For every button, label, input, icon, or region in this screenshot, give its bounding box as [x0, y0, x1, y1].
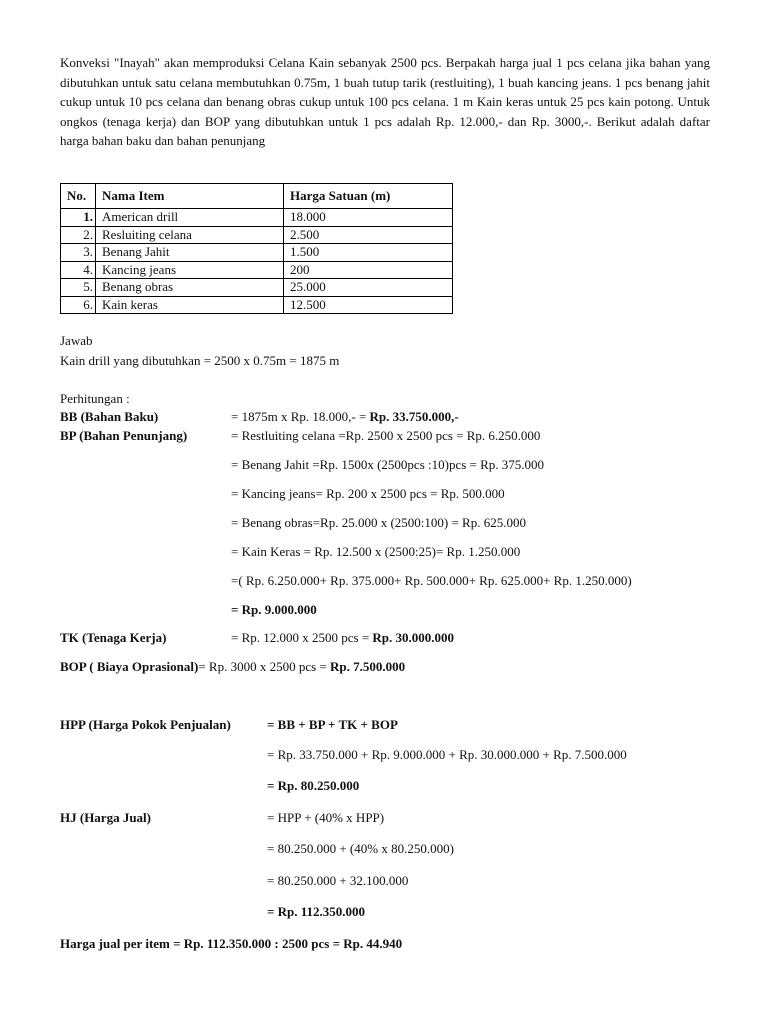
row-no: 5.: [61, 279, 96, 297]
row-price: 25.000: [284, 279, 453, 297]
price-table: [60, 183, 453, 314]
row-no: 3.: [61, 244, 96, 262]
bop-result: Rp. 7.500.000: [330, 659, 406, 674]
bb-expression: = 1875m x Rp. 18.000,- =: [231, 409, 370, 424]
bp-line: [60, 427, 660, 444]
row-no: 4.: [61, 261, 96, 279]
header-no: No.: [61, 184, 96, 209]
fabric-needed: Kain drill yang dibutuhkan = 2500 x 0.75m = 1875 m: [60, 353, 340, 368]
row-price: 18.000: [284, 209, 453, 227]
hj-expression: = 80.250.000 + (40% x 80.250.000): [267, 841, 454, 856]
table-row: [61, 261, 453, 279]
bp-sum-expression: =( Rp. 6.250.000+ Rp. 375.000+ Rp. 500.000+ Rp. 625.000+ Rp. 1.250.000): [231, 573, 632, 588]
row-price: 200: [284, 261, 453, 279]
hj-line: [60, 809, 385, 826]
row-price: 2.500: [284, 226, 453, 244]
problem-statement: Konveksi "Inayah" akan memproduksi Celana Kain sebanyak 2500 pcs. Berpakah harga jual 1 pcs celana jika bahan yang dibutuhkan untuk satu celana membutuhkan 0.75m, 1 buah tutup tarik (restluiting), 1 buah kancing jeans. 1 pcs benang jahit cukup untuk 10 pcs celana dan benang obras cukup untuk 100 pcs celana. 1 m Kain keras untuk 25 pcs kain potong. Untuk ongkos (tenaga kerja) dan BOP yang dibutuhkan untuk 1 pcs adalah Rp. 12.000,- dan Rp. 3000,-. Berikut adalah daftar harga bahan baku dan bahan penunjang: [60, 55, 710, 148]
table-row: [61, 244, 453, 262]
row-item-name: American drill: [96, 209, 284, 227]
row-no: 6.: [61, 296, 96, 314]
table-row: [61, 296, 453, 314]
tk-label: TK (Tenaga Kerja): [60, 630, 167, 645]
tk-result: Rp. 30.000.000: [372, 630, 455, 645]
tk-expression: = Rp. 12.000 x 2500 pcs =: [231, 630, 373, 645]
hj-formula: = HPP + (40% x HPP): [267, 810, 385, 825]
bop-expression: = Rp. 3000 x 2500 pcs =: [198, 659, 330, 674]
table-row: [61, 226, 453, 244]
table-header-row: [61, 184, 453, 209]
hpp-expression: = Rp. 33.750.000 + Rp. 9.000.000 + Rp. 30.000.000 + Rp. 7.500.000: [267, 747, 627, 762]
row-item-name: Benang obras: [96, 279, 284, 297]
table-row: [61, 279, 453, 297]
bb-calc: [231, 408, 459, 425]
bp-total: = Rp. 9.000.000: [231, 602, 317, 617]
bb-line: [60, 408, 459, 425]
table-row: [61, 209, 453, 227]
bp-label: BP (Bahan Penunjang): [60, 428, 188, 443]
calculation-heading: Perhitungan :: [60, 391, 130, 406]
header-unit-price: Harga Satuan (m): [284, 184, 453, 209]
bp-line-2: = Benang Jahit =Rp. 1500x (2500pcs :10)pcs = Rp. 375.000: [231, 457, 545, 472]
bb-result: Rp. 33.750.000,-: [369, 409, 459, 424]
row-item-name: Resluiting celana: [96, 226, 284, 244]
hj-label: HJ (Harga Jual): [60, 810, 151, 825]
row-item-name: Kancing jeans: [96, 261, 284, 279]
hpp-formula: = BB + BP + TK + BOP: [267, 717, 398, 732]
row-price: 12.500: [284, 296, 453, 314]
row-item-name: Benang Jahit: [96, 244, 284, 262]
hpp-total: = Rp. 80.250.000: [267, 778, 360, 793]
tk-calc: [231, 629, 454, 646]
bp-line-4: = Benang obras=Rp. 25.000 x (2500:100) = Rp. 625.000: [231, 515, 526, 530]
hpp-label: HPP (Harga Pokok Penjualan): [60, 717, 231, 732]
jawab-label: Jawab: [60, 333, 93, 348]
bb-label: BB (Bahan Baku): [60, 409, 159, 424]
row-price: 1.500: [284, 244, 453, 262]
bp-line-3: = Kancing jeans= Rp. 200 x 2500 pcs = Rp. 500.000: [231, 486, 505, 501]
bp-line-1: = Restluiting celana =Rp. 2500 x 2500 pcs = Rp. 6.250.000: [231, 428, 541, 443]
row-no: 2.: [61, 226, 96, 244]
row-no: 1.: [61, 209, 96, 227]
hpp-line: [60, 716, 398, 733]
hj-sum: = 80.250.000 + 32.100.000: [267, 873, 409, 888]
bp-line-5: = Kain Keras = Rp. 12.500 x (2500:25)= Rp. 1.250.000: [231, 544, 521, 559]
tk-line: [60, 629, 455, 646]
bop-label: BOP ( Biaya Oprasional): [60, 659, 199, 674]
final-price-per-item: Harga jual per item = Rp. 112.350.000 : 2500 pcs = Rp. 44.940: [60, 936, 403, 951]
bop-line: [60, 658, 405, 675]
header-item-name: Nama Item: [96, 184, 284, 209]
row-item-name: Kain keras: [96, 296, 284, 314]
hj-total: = Rp. 112.350.000: [267, 904, 366, 919]
